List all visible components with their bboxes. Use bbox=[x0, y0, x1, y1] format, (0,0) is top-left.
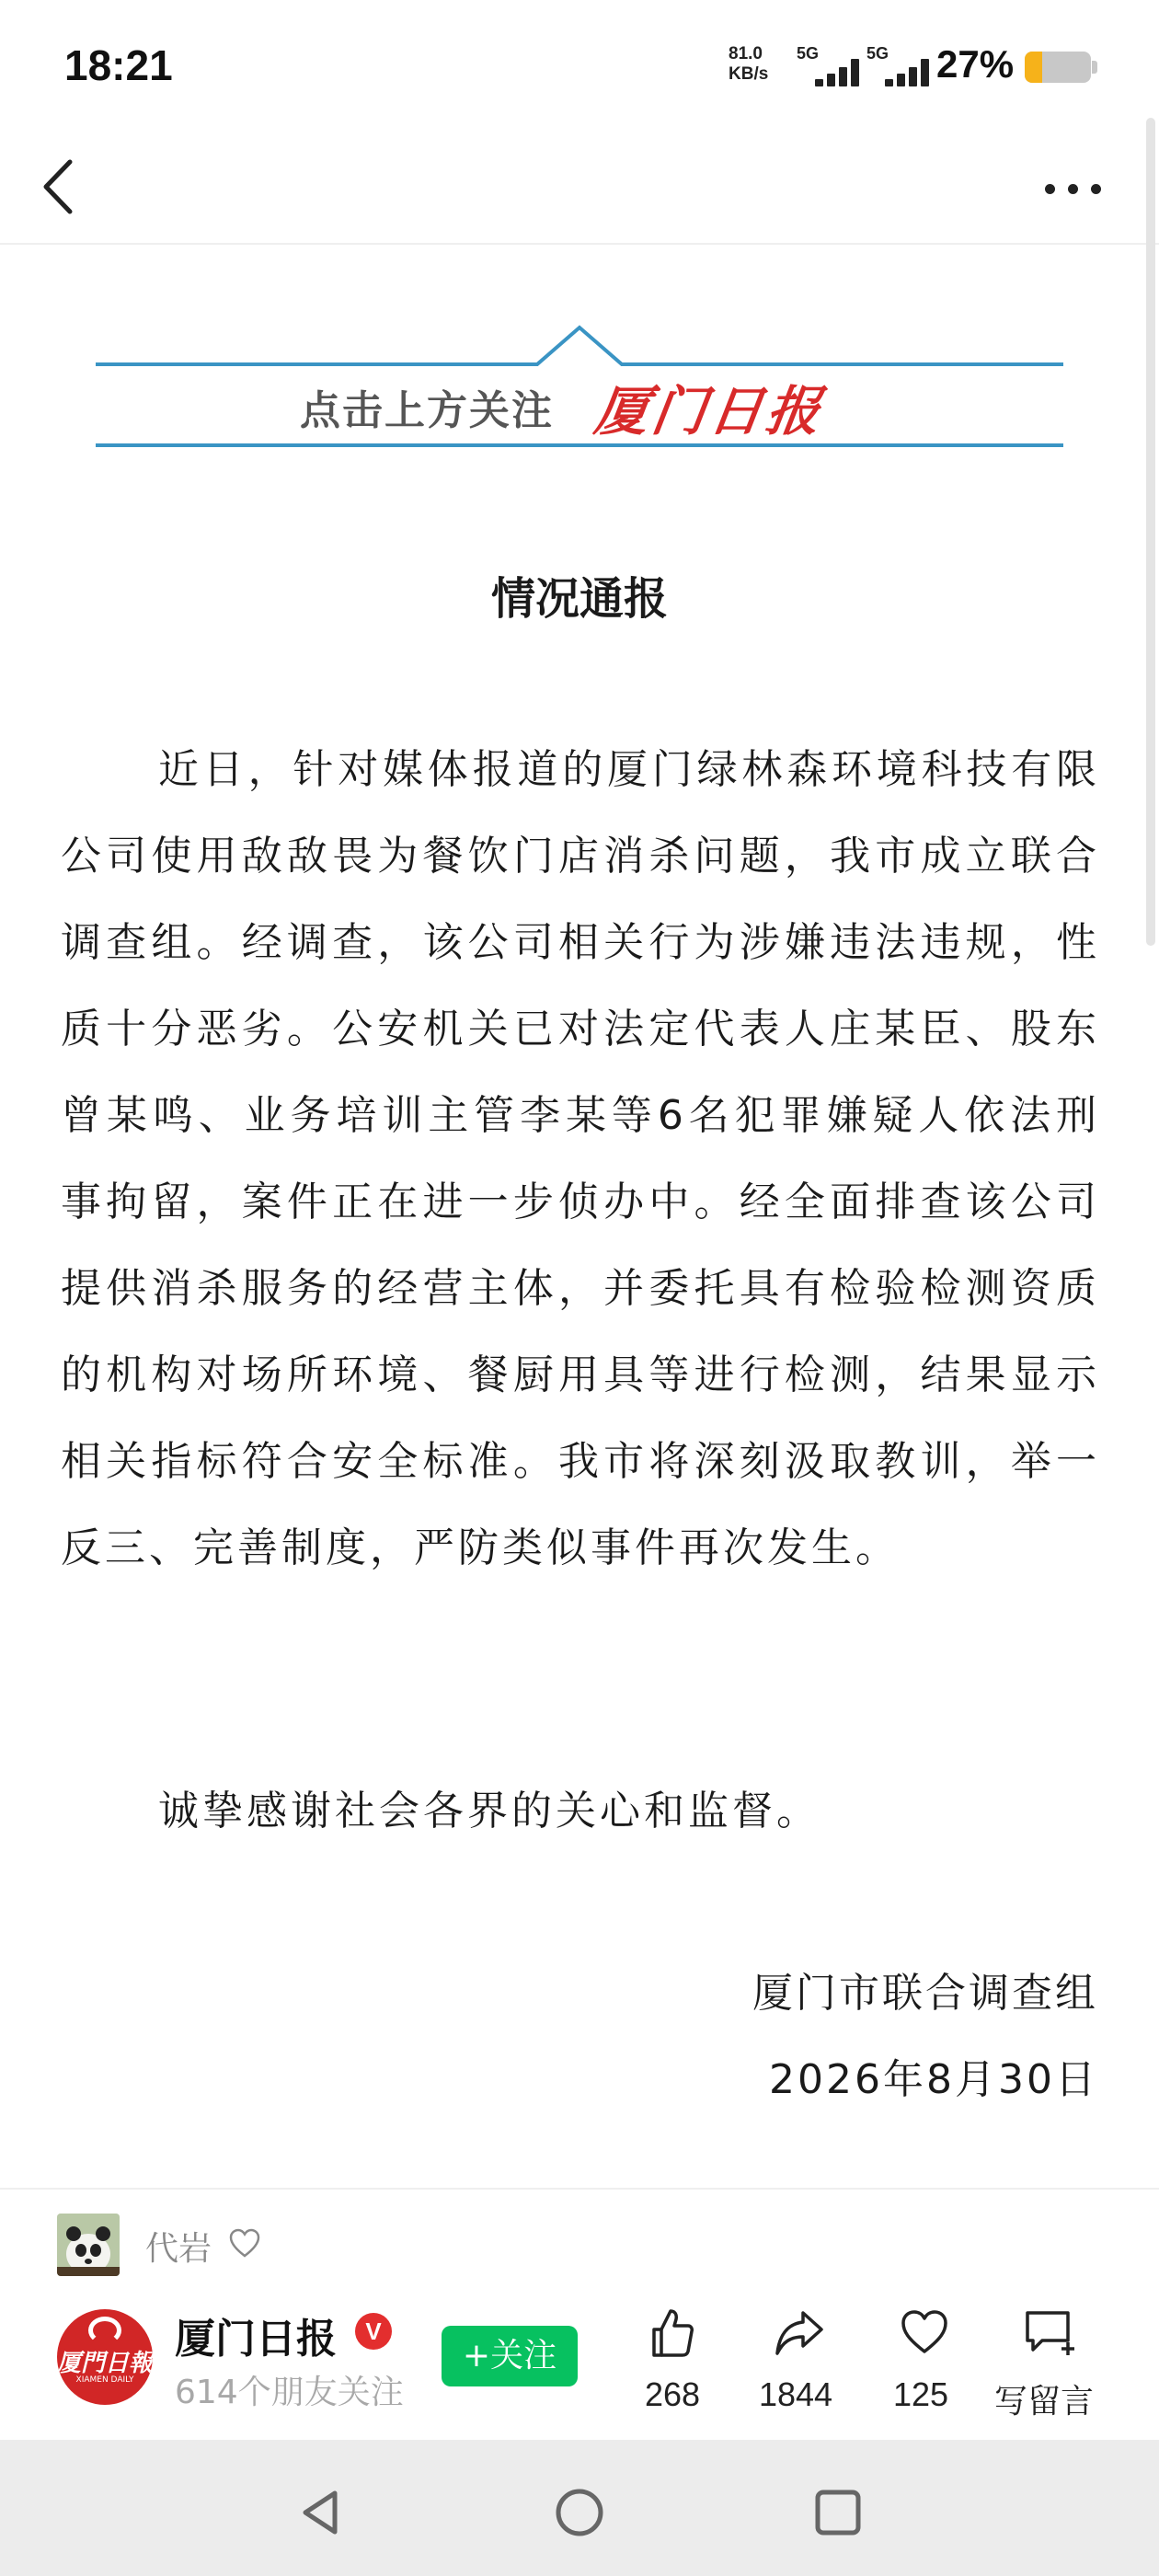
reader-avatar[interactable] bbox=[57, 2214, 120, 2276]
publisher-logo-text: 厦門日報 bbox=[57, 2350, 153, 2377]
banner-logo: 厦门日报 bbox=[591, 380, 829, 443]
article-signature: 厦门市联合调查组 bbox=[752, 1970, 1098, 2017]
heart-icon bbox=[899, 2307, 950, 2359]
system-back-button[interactable] bbox=[289, 2480, 353, 2545]
article-signature-block bbox=[752, 1950, 1098, 2123]
share-count: 1844 bbox=[758, 2375, 833, 2413]
verified-badge-icon: V bbox=[355, 2313, 392, 2350]
signal-bars-icon bbox=[885, 59, 933, 86]
network-speed-value: 81.0 bbox=[729, 44, 763, 63]
banner-text: 点击上方关注 bbox=[300, 387, 554, 434]
signal-1 bbox=[797, 44, 863, 90]
thumbs-up-icon bbox=[650, 2307, 694, 2359]
share-icon bbox=[774, 2307, 825, 2359]
signal-bars-icon bbox=[815, 59, 863, 86]
publisher-avatar[interactable] bbox=[57, 2309, 153, 2405]
follow-banner[interactable] bbox=[96, 322, 1063, 451]
publisher-name[interactable]: 厦门日报 bbox=[175, 2316, 337, 2363]
favorite-count: 125 bbox=[892, 2375, 949, 2413]
share-button[interactable] bbox=[736, 2298, 855, 2418]
publisher-logo-sub: XIAMEN DAILY bbox=[75, 2375, 134, 2385]
friend-follow-count: 614个朋友关注 bbox=[175, 2374, 404, 2411]
comment-label: 写留言 bbox=[993, 2383, 1094, 2421]
battery-percent: 27% bbox=[936, 42, 1015, 86]
signal-2-label: 5G bbox=[866, 44, 889, 63]
more-button[interactable] bbox=[1039, 166, 1107, 212]
system-recents-button[interactable] bbox=[806, 2480, 870, 2545]
banner-frame bbox=[96, 322, 1063, 451]
bottom-card bbox=[0, 2188, 1159, 2440]
article-thanks: 诚挚感谢社会各界的关心和监督。 bbox=[158, 1788, 820, 1834]
status-bar bbox=[0, 0, 1159, 129]
article-title: 情况通报 bbox=[490, 573, 668, 625]
like-count: 268 bbox=[644, 2375, 701, 2413]
reader-name: 代岩 bbox=[145, 2230, 212, 2268]
signal-1-label: 5G bbox=[797, 44, 820, 63]
system-nav-bar bbox=[0, 2440, 1159, 2576]
network-speed-unit: KB/s bbox=[729, 64, 769, 84]
battery-icon bbox=[1025, 52, 1091, 83]
top-nav bbox=[0, 129, 1159, 245]
favorite-button[interactable] bbox=[861, 2298, 981, 2418]
comment-button[interactable] bbox=[984, 2298, 1104, 2421]
article-date: 2026年8月30日 bbox=[769, 2056, 1098, 2103]
status-time: 18:21 bbox=[64, 41, 173, 89]
back-button[interactable] bbox=[33, 156, 88, 217]
circle-home-icon bbox=[547, 2480, 612, 2545]
network-speed bbox=[729, 44, 793, 85]
like-button[interactable] bbox=[613, 2298, 732, 2418]
comment-icon bbox=[1022, 2307, 1077, 2359]
follow-button[interactable]: +关注 bbox=[442, 2326, 578, 2386]
publisher-logo-swirl-icon bbox=[88, 2317, 121, 2344]
battery-fill bbox=[1025, 52, 1042, 83]
system-home-button[interactable] bbox=[547, 2480, 612, 2545]
article-body: 近日，针对媒体报道的厦门绿林森环境科技有限公司使用敌敌畏为餐饮门店消杀问题，我市成立联合调查组。经调查，该公司相关行为涉嫌违法违规，性质十分恶劣。公安机关已对法定代表人庄某臣、股东曾某鸣、业务培训主管李某等6名犯罪嫌疑人依法刑事拘留，案件正在进一步侦办中。经全面排查该公司提供消杀服务的经营主体，并委托具有检验检测资质的机构对场所环境、餐厨用具等进行检测，结果显示相关指标符合安全标准。我市将深刻汲取教训，举一反三、完善制度，严防类似事件再次发生。 bbox=[61, 746, 1100, 1571]
chevron-left-icon bbox=[33, 156, 88, 217]
square-recents-icon bbox=[806, 2480, 870, 2545]
panda-avatar-icon bbox=[57, 2214, 120, 2276]
heart-outline-icon bbox=[228, 2228, 261, 2260]
triangle-back-icon bbox=[289, 2480, 353, 2545]
signal-2 bbox=[866, 44, 933, 90]
scrollbar-thumb[interactable] bbox=[1146, 118, 1155, 946]
